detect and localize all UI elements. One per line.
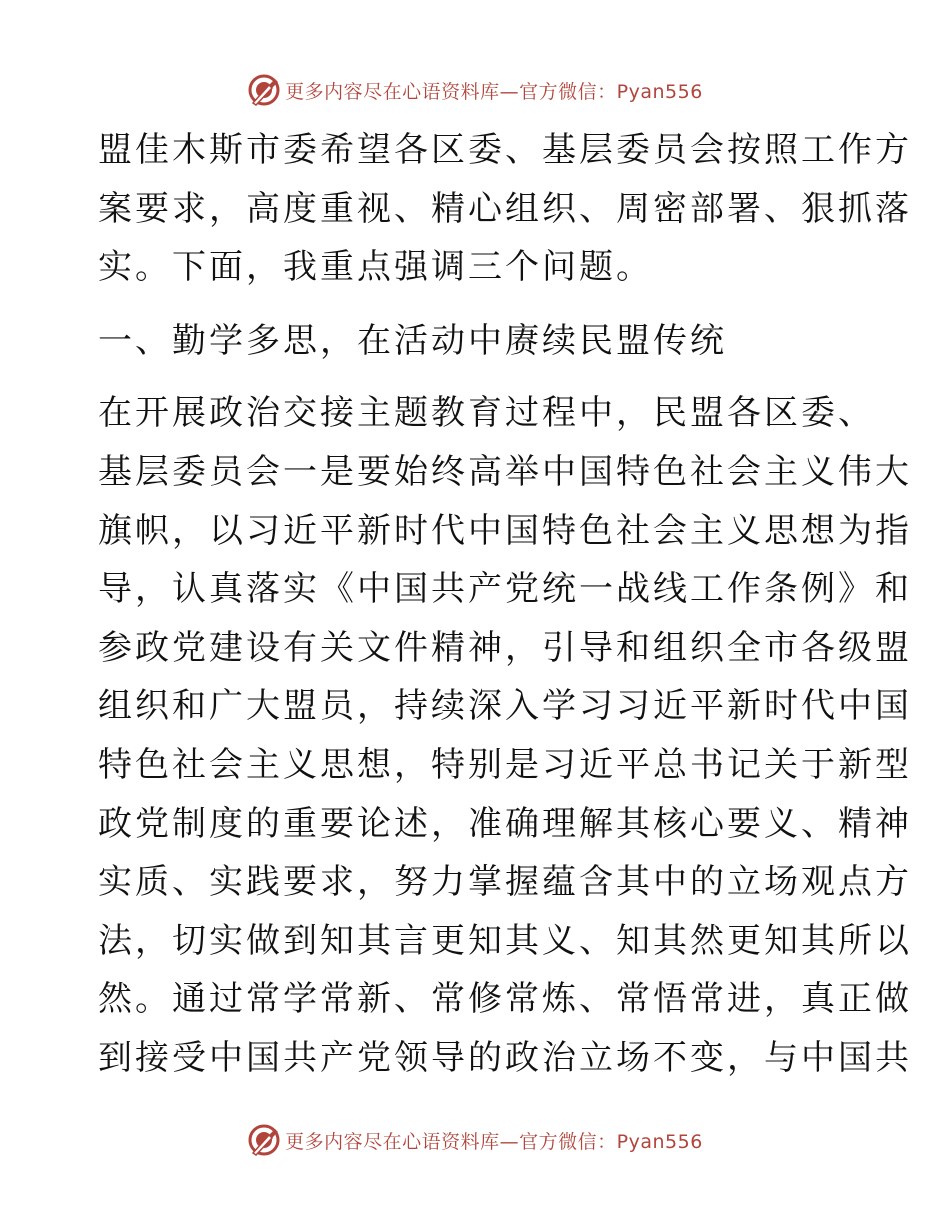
- text-line: 然。通过常学常新、常修常炼、常悟常进，真正做: [98, 979, 912, 1020]
- text-line: 导，认真落实《中国共产党统一战线工作条例》和: [98, 569, 912, 610]
- header-banner: [0, 68, 950, 112]
- banner-text: 更多内容尽在心语资料库—官方微信：Pyan556: [285, 80, 703, 103]
- text-line: 案要求，高度重视、精心组织、周密部署、狠抓落: [98, 188, 912, 229]
- footer-banner: [0, 1118, 950, 1162]
- text-line: 实质、实践要求，努力掌握蕴含其中的立场观点方: [98, 862, 912, 903]
- pen-logo-icon: [247, 1123, 281, 1157]
- text-line: 实。下面，我重点强调三个问题。: [98, 247, 653, 288]
- text-line: 旗帜，以习近平新时代中国特色社会主义思想为指: [98, 510, 912, 551]
- text-line: 基层委员会一是要始终高举中国特色社会主义伟大: [98, 451, 912, 492]
- document-body: [98, 121, 912, 1088]
- text-line: 政党制度的重要论述，准确理解其核心要义、精神: [98, 803, 912, 844]
- text-line: 组织和广大盟员，持续深入学习习近平新时代中国: [98, 686, 912, 727]
- text-line: 在开展政治交接主题教育过程中，民盟各区委、: [98, 393, 875, 434]
- banner-text: 更多内容尽在心语资料库—官方微信：Pyan556: [285, 1130, 703, 1153]
- text-line: 法，切实做到知其言更知其义、知其然更知其所以: [98, 920, 912, 961]
- text-line: 参政党建设有关文件精神，引导和组织全市各级盟: [98, 627, 912, 668]
- pen-logo-icon: [247, 73, 281, 107]
- text-line: 特色社会主义思想，特别是习近平总书记关于新型: [98, 744, 912, 785]
- text-line: 盟佳木斯市委希望各区委、基层委员会按照工作方: [98, 130, 912, 170]
- text-line: 到接受中国共产党领导的政治立场不变，与中国共: [98, 1037, 912, 1078]
- section-heading: 一、勤学多思，在活动中赓续民盟传统: [98, 320, 727, 361]
